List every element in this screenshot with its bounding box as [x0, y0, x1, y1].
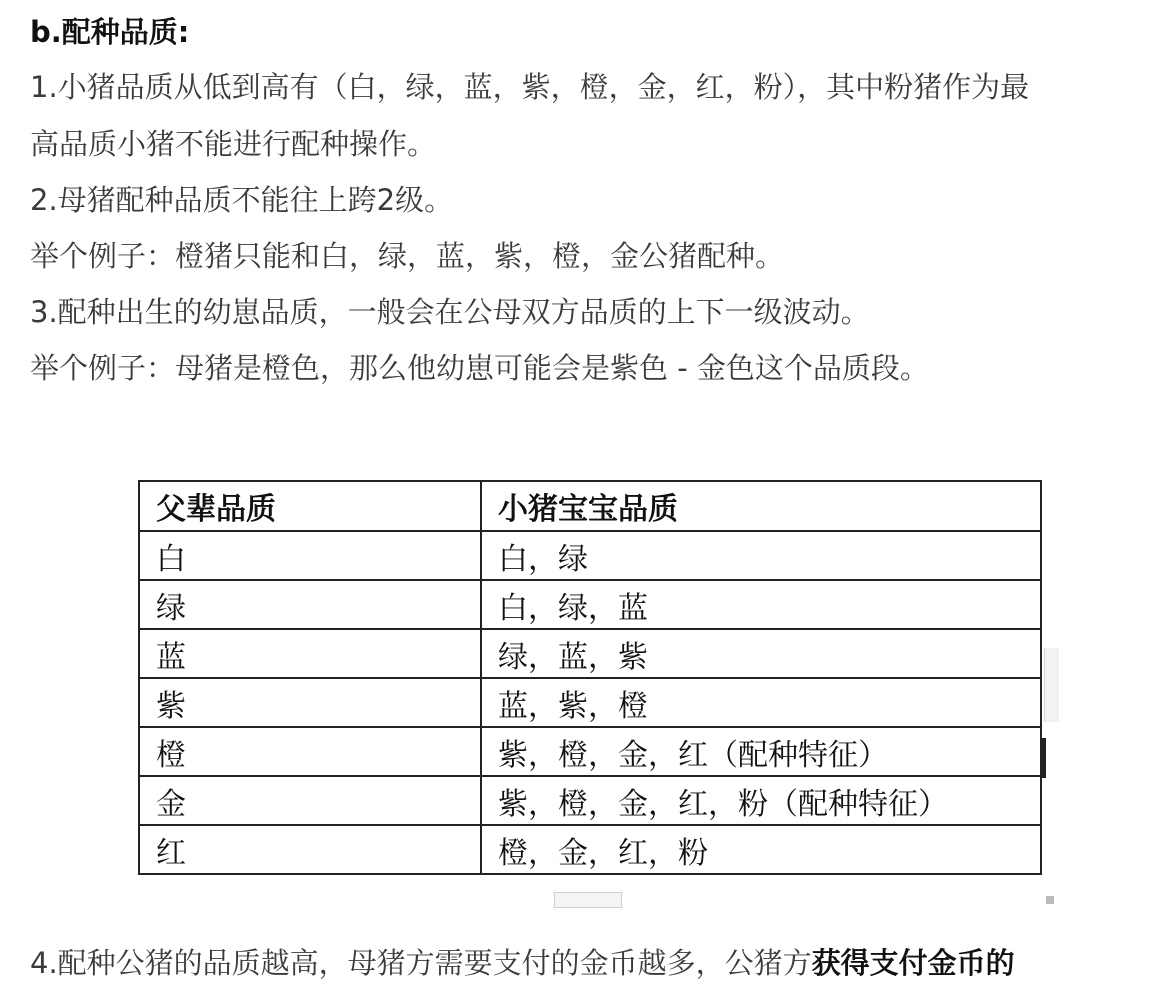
section-heading: b.配种品质: [30, 15, 190, 49]
text-cursor-mark [1042, 738, 1046, 778]
paragraph-quality-order-line2: 高品质小猪不能进行配种操作。 [30, 127, 437, 161]
paragraph-offspring-range: 3.配种出生的幼崽品质，一般会在公母双方品质的上下一级波动。 [30, 295, 870, 329]
paragraph-boar-fee-bold: 获得支付金币的 [811, 946, 1015, 980]
parent-quality-cell: 金 [139, 776, 481, 825]
table-row [139, 629, 1041, 678]
table-row [139, 825, 1041, 874]
resize-corner-mark [1046, 896, 1054, 904]
quality-table [138, 480, 1042, 875]
paragraph-offspring-example: 举个例子：母猪是橙色，那么他幼崽可能会是紫色 - 金色这个品质段。 [30, 351, 929, 385]
piglet-quality-cell: 紫，橙，金，红，粉（配种特征） [481, 776, 1041, 825]
piglet-quality-cell: 紫，橙，金，红（配种特征） [481, 727, 1041, 776]
header-piglet-quality: 小猪宝宝品质 [481, 481, 1041, 531]
parent-quality-cell: 紫 [139, 678, 481, 727]
table-row [139, 531, 1041, 580]
piglet-quality-cell: 白，绿，蓝 [481, 580, 1041, 629]
table-header-row [139, 481, 1041, 531]
parent-quality-cell: 橙 [139, 727, 481, 776]
table-screenshot [128, 472, 1060, 912]
piglet-quality-cell: 蓝，紫，橙 [481, 678, 1041, 727]
paragraph-sow-example: 举个例子：橙猪只能和白，绿，蓝，紫，橙，金公猪配种。 [30, 239, 785, 273]
paragraph-sow-limit: 2.母猪配种品质不能往上跨2级。 [30, 183, 454, 217]
parent-quality-cell: 绿 [139, 580, 481, 629]
screenshot-edge-artifact [1044, 648, 1059, 722]
parent-quality-cell: 白 [139, 531, 481, 580]
screenshot-handle-artifact [554, 892, 622, 908]
piglet-quality-cell: 白，绿 [481, 531, 1041, 580]
paragraph-quality-order-line1: 1.小猪品质从低到高有（白，绿，蓝，紫，橙，金，红，粉），其中粉猪作为最 [30, 70, 1030, 104]
table-row [139, 678, 1041, 727]
piglet-quality-cell: 绿，蓝，紫 [481, 629, 1041, 678]
table-row [139, 776, 1041, 825]
paragraph-boar-fee-text: 4.配种公猪的品质越高，母猪方需要支付的金币越多，公猪方 [30, 946, 812, 980]
header-parent-quality: 父辈品质 [139, 481, 481, 531]
table-row [139, 580, 1041, 629]
table-row [139, 727, 1041, 776]
piglet-quality-cell: 橙，金，红，粉 [481, 825, 1041, 874]
paragraph-boar-fee [30, 943, 1015, 983]
parent-quality-cell: 红 [139, 825, 481, 874]
parent-quality-cell: 蓝 [139, 629, 481, 678]
